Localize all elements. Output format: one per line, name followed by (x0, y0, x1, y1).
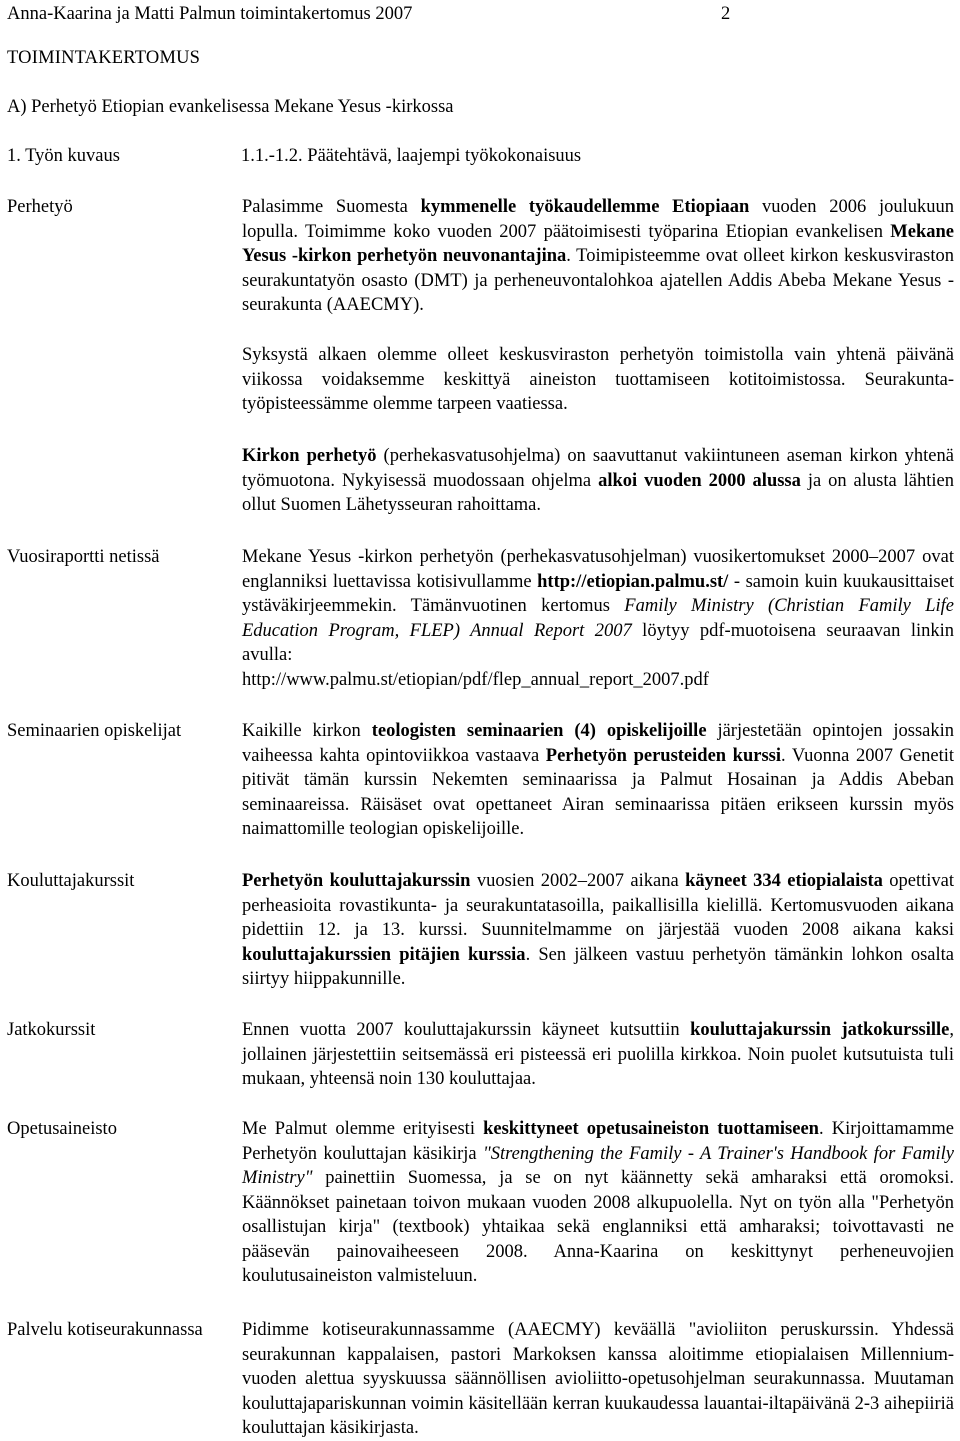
homepage-link[interactable]: http://etiopian.palmu.st/ (537, 571, 729, 592)
label-perhetyo: Perhetyö (7, 197, 73, 217)
page-number: 2 (721, 4, 731, 24)
label-palvelu: Palvelu kotiseurakunnassa (7, 1320, 203, 1340)
p5-text-a: Kaikille kirkon (242, 721, 372, 741)
p7-text-c: , jollainen järjestettiin seitsemässä eri pisteessä eri puolilla kirkkoa. Noin puolet kutsutuista tuli mukaan, yhteensä noin 130 kouluttajaa. (242, 1020, 954, 1089)
p6-text-f: . Sen jälkeen vastuu perhetyön tämänkin lohkon osalta siirtyy hiippakunnille. (242, 944, 954, 989)
label-kouluttajakurssit: Kouluttajakurssit (7, 871, 135, 891)
paragraph-vuosiraportti (242, 545, 954, 692)
p5-text-c: järjestetään opintojen jossakin vaiheessa kahta opintoviikkoa vastaava (242, 721, 954, 766)
p6-text-b: vuosien 2002–2007 aikana (470, 871, 686, 891)
p4-text-e: löytyy pdf-muotoisena seuraavan linkin avulla: (242, 620, 954, 665)
p1-text-a: Palasimme Suomesta (242, 197, 421, 217)
label-vuosiraportti: Vuosiraportti netissä (7, 547, 160, 567)
label-seminaarien: Seminaarien opiskelijat (7, 721, 182, 741)
paragraph-syksysta: Syksystä alkaen olemme olleet keskusviraston perhetyön toimistolla vain yhtenä päivänä viikossa voidaksemme keskittyä aineiston tuottamiseen kotitoimistossa. Seurakunta-työpisteessämme olemme tarpeen vaatiessa. (242, 345, 954, 414)
p5-bold-b: teologisten seminaarien (4) opiskelijoille (371, 721, 707, 741)
label-jatkokurssit: Jatkokurssit (7, 1020, 96, 1040)
p8-text-a: Me Palmut olemme erityisesti (242, 1119, 484, 1139)
paragraph-seminaarien (242, 719, 954, 842)
p8-text-c: . Kirjoittamamme Perhetyön kouluttajan käsikirja (242, 1119, 954, 1164)
p7-text-a: Ennen vuotta 2007 kouluttajakurssin käyneet kutsuttiin (242, 1020, 691, 1040)
paragraph-palvelu: Pidimme kotiseurakunnassamme (AAECMY) keväällä "avioliiton peruskurssin. Yhdessä seurakunnan kappalaisen, pastori Markoksen kanssa aloitimme etiopialaisen Millennium-vuoden alettua syyskuussa säännöllisen avioliitto-opetusohjelman seurakunnassa. Muutaman kouluttajapariskunnan voimin käsitellään kerran kuukaudessa lauantai-iltapäivänä 2-3 aihepiiriä kouluttajan käsikirjasta. (242, 1320, 954, 1438)
p6-bold-a: Perhetyön kouluttajakurssin (242, 871, 471, 891)
p4-text-c: - samoin kuin kuukausittaiset ystäväkirjeemmekin. Tämänvuotinen kertomus (242, 571, 954, 616)
paragraph-opetusaineisto (242, 1117, 954, 1289)
p3-bold-a: Kirkon perhetyö (242, 446, 377, 466)
p7-bold-b: kouluttajakurssin jatkokurssille (690, 1020, 950, 1040)
p6-bold-c: käyneet 334 etiopialaista (685, 871, 883, 891)
section-subheading: 1.1.-1.2. Päätehtävä, laajempi työkokonaisuus (241, 146, 582, 166)
paragraph-perhetyo (242, 195, 954, 318)
p3-text-d: ja on alusta lähtien ollut Suomen Lähetysseuran rahoittama. (242, 470, 954, 515)
paragraph-kirkon-perhetyo (242, 444, 954, 518)
p3-bold-c: alkoi vuoden 2000 alussa (598, 470, 801, 491)
p6-bold-e: kouluttajakurssien pitäjien kurssia (242, 944, 526, 965)
p1-text-e: . Toimipisteemme ovat olleet kirkon keskusviraston seurakuntatyön osasto (DMT) ja perheneuvontalohkoa ajatellen Addis Abeba Mekane Yesus -seurakunta (AAECMY). (242, 246, 954, 315)
p4-italic-d: Family Ministry (Christian Family Life Education Program, FLEP) Annual Report 2007 (242, 596, 954, 641)
page-header-left: Anna-Kaarina ja Matti Palmun toimintakertomus 2007 (7, 4, 413, 24)
p3-text-b: (perhekasvatusohjelma) on saavuttanut vakiintuneen aseman kirkon yhtenä työmuotona. Nykyisessä muodossaan ohjelma (242, 446, 954, 491)
section-number-heading: 1. Työn kuvaus (7, 146, 120, 166)
p6-text-d: opettivat perheasioita rovastikunta- ja seurakuntatasoilla, paikallisilla kielillä. Kertomusvuoden aikana pidettiin 12. ja 13. kurssi. Suunnitelmamme on järjestää vuoden 2008 aikana kaksi (242, 871, 954, 940)
p4-text-a: Mekane Yesus -kirkon perhetyön (perhekasvatusohjelman) vuosikertomukset 2000–2007 ovat englanniksi luettavissa kotisivullamme (242, 547, 954, 592)
document-title: TOIMINTAKERTOMUS (7, 48, 201, 68)
paragraph-jatkokurssit (242, 1018, 954, 1092)
paragraph-kouluttajakurssit (242, 869, 954, 992)
p1-text-c: vuoden 2006 joulukuun lopulla. Toimimme koko vuoden 2007 päätoimisesti työparina Etiopian evankelisen (242, 197, 954, 242)
p5-text-e: . Vuonna 2007 Genetit pitivät tämän kurssin Nekemten seminaarissa ja Palmut Hosainan ja Addis Abeban seminaareissa. Räisäset ovat opettaneet Airan seminaarissa pitäen erikseen kurssin myös naimattomille teologian opiskelijoille. (242, 745, 955, 839)
p8-italic-d: "Strengthening the Family - A Trainer's Handbook for Family Ministry" (242, 1143, 955, 1188)
p1-bold-d: Mekane Yesus -kirkon perhetyön neuvonantajina (242, 221, 954, 266)
p5-bold-d: Perhetyön perusteiden kurssi (545, 745, 781, 766)
document-subtitle: A) Perhetyö Etiopian evankelisessa Mekane Yesus -kirkossa (7, 97, 454, 117)
label-opetusaineisto: Opetusaineisto (7, 1119, 117, 1139)
p8-bold-b: keskittyneet opetusaineiston tuottamiseen (483, 1119, 819, 1139)
annual-report-link[interactable]: http://www.palmu.st/etiopian/pdf/flep_annual_report_2007.pdf (242, 669, 709, 690)
p1-bold-b: kymmenelle työkaudellemme Etiopiaan (420, 197, 750, 217)
p8-text-e: painettiin Suomessa, ja se on nyt käännetty sekä amharaksi että oromoksi. Käännökset painetaan toivon mukaan vuoden 2008 alkupuolella. Nyt on työn alla "Perhetyön osallistujan kirja" (textbook) yhtaikaa sekä englanniksi että amharaksi; toivottavasti ne pääsevän painovaiheeseen 2008. Anna-Kaarina on keskittynyt perheneuvojien koulutusaineiston valmisteluun. (242, 1168, 954, 1286)
